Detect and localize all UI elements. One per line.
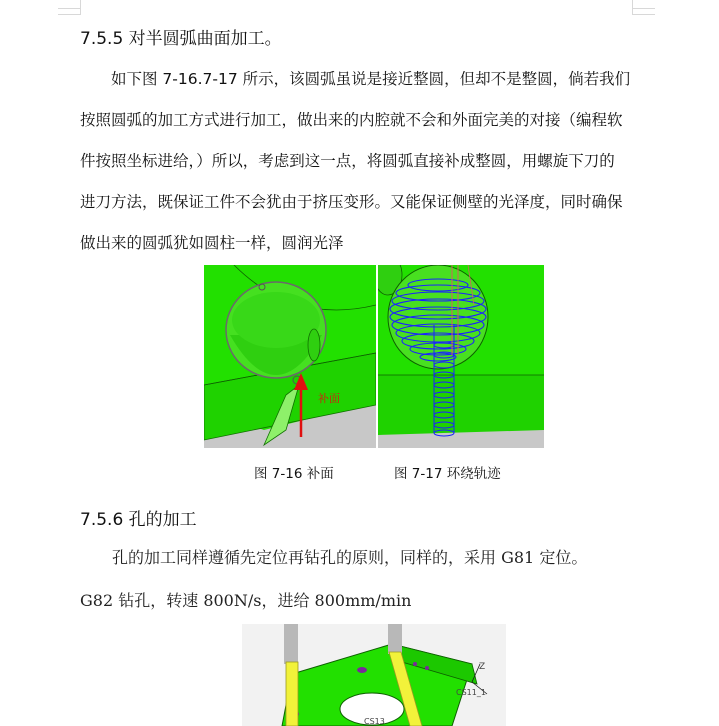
- section-heading-7-5-6: 7.5.6 孔的加工: [80, 510, 197, 530]
- figure-7-17-toolpath: [378, 265, 544, 448]
- drill-tool-left: [284, 624, 298, 726]
- coordinate-system-label: CS11_1: [456, 688, 486, 697]
- page-corner-mark-right-v: [632, 0, 633, 15]
- cad-model-illustration: [204, 265, 376, 448]
- section-heading-7-5-5: 7.5.5 对半圆弧曲面加工。: [80, 29, 282, 49]
- figure-caption-7-16: 图 7-16 补面: [254, 466, 334, 482]
- page-corner-mark-right-2: [633, 14, 655, 15]
- page-corner-mark-right: [633, 8, 655, 9]
- figure-hole-drilling: [242, 624, 506, 726]
- page-corner-mark-left: [58, 8, 80, 9]
- figure-annotation-patch: 补面: [318, 392, 340, 405]
- paragraph-line-7: G82 钻孔，转速 800N/s，进给 800mm/min: [80, 591, 412, 610]
- page-corner-mark-left-v: [80, 0, 81, 15]
- axis-label-z: Z: [479, 662, 486, 672]
- paragraph-line-2: 按照圆弧的加工方式进行加工，做出来的内腔就不会和外面完美的对接（编程软: [80, 111, 623, 129]
- paragraph-line-1: 如下图 7-16.7-17 所示，该圆弧虽说是接近整圆，但却不是整圆，倘若我们: [80, 70, 631, 88]
- page-corner-mark-left-2: [58, 14, 80, 15]
- toolpath-illustration: [378, 265, 544, 448]
- drilling-illustration: [242, 624, 506, 726]
- paragraph-line-4: 进刀方法，既保证工件不会犹由于挤压变形。又能保证侧壁的光泽度，同时确保: [80, 193, 623, 211]
- figure-caption-7-17: 图 7-17 环绕轨迹: [394, 466, 501, 482]
- paragraph-line-3: 件按照坐标进给，）所以，考虑到这一点，将圆弧直接补成整圆，用螺旋下刀的: [80, 152, 615, 170]
- figure-7-16-patch-surface: [204, 265, 376, 448]
- paragraph-line-5: 做出来的圆弧犹如圆柱一样，圆润光泽: [80, 234, 344, 252]
- paragraph-line-6: 孔的加工同样遵循先定位再钻孔的原则，同样的，采用 G81 定位。: [80, 548, 588, 567]
- coordinate-system-label-bottom: CS13: [364, 717, 385, 726]
